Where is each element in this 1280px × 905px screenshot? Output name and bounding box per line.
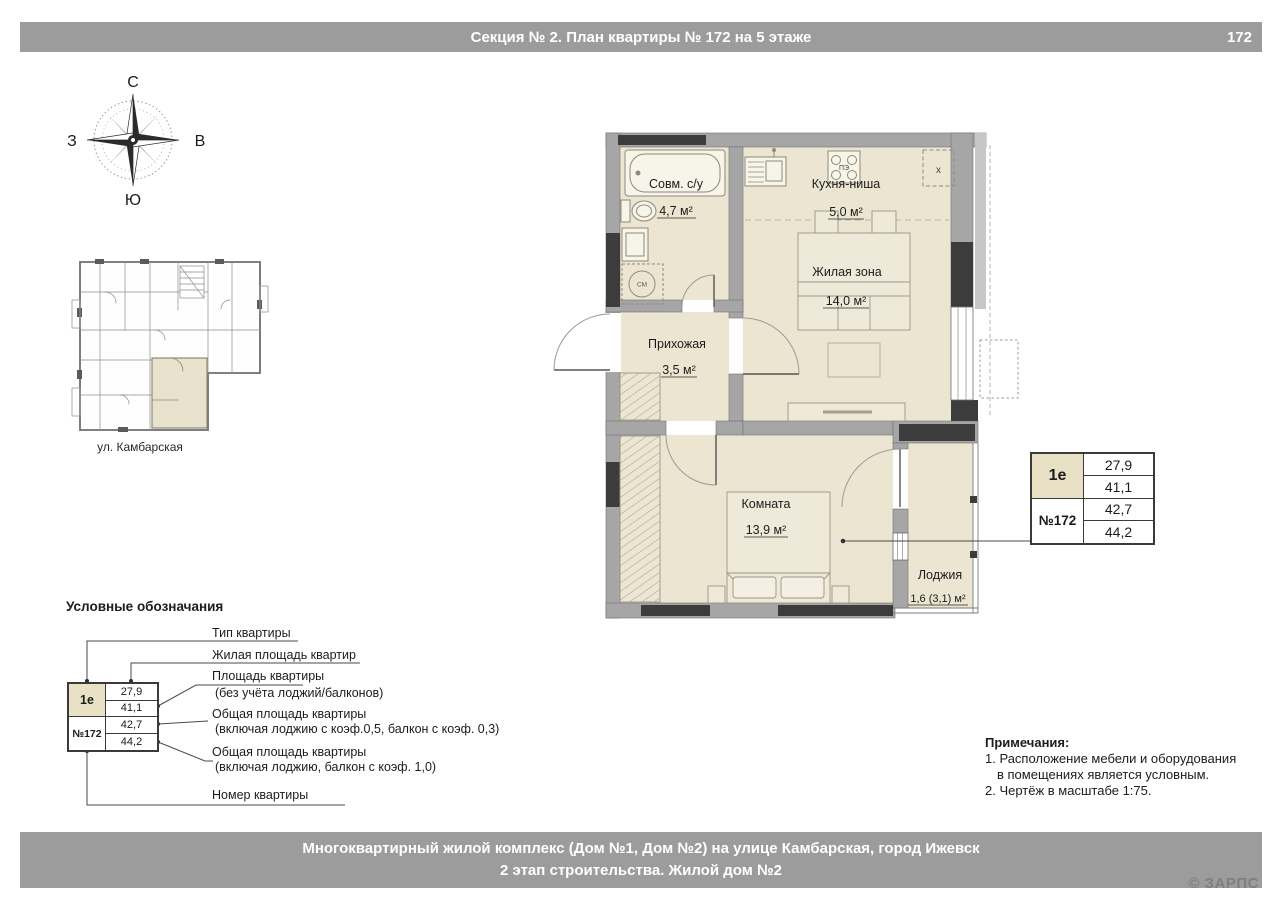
room-label-living: Жилая зона xyxy=(812,265,882,279)
area-without-balcony-cell: 41,1 xyxy=(1084,476,1153,498)
bath-sink-icon xyxy=(622,228,648,261)
room-area-kitchen: 5,0 м² xyxy=(829,205,863,219)
compass-south-label: Ю xyxy=(124,192,142,209)
notes-block xyxy=(985,735,1236,799)
room-label-bathroom: Совм. с/у xyxy=(649,177,703,191)
page-number: 172 xyxy=(1226,28,1252,46)
legend-label-area-sub: (без учёта лоджий/балконов) xyxy=(215,686,384,700)
footer-bar xyxy=(20,832,1262,888)
living-area-cell: 27,9 xyxy=(1084,454,1153,476)
legend-label-total-full-sub: (включая лоджию, балкон с коэф. 1,0) xyxy=(215,760,437,774)
loggia-floor xyxy=(908,443,973,608)
note-line-3: 2. Чертёж в масштабе 1:75. xyxy=(985,783,1152,798)
compass-east-label: В xyxy=(194,133,206,150)
legend-number-cell: №172 xyxy=(69,717,106,750)
floor-plan-drawing xyxy=(554,133,1030,618)
site-plan-highlighted-apartment xyxy=(152,358,207,428)
legend-total-area-full-cell: 44,2 xyxy=(120,735,143,748)
legend-area-without-balcony-cell: 41,1 xyxy=(106,701,157,718)
room-loggia-window xyxy=(893,533,908,560)
compass-west-label: З xyxy=(67,133,77,150)
room-area-room: 13,9 м² xyxy=(745,523,787,537)
legend-label-number: Номер квартиры xyxy=(212,788,309,802)
tv-stand-icon xyxy=(788,403,905,421)
ac-basket-icon xyxy=(980,340,1018,398)
compass-north-label: С xyxy=(127,74,139,91)
apartment-type-cell: 1е xyxy=(1032,454,1084,499)
living-window xyxy=(951,307,973,400)
room-label-hallway: Прихожая xyxy=(648,337,706,351)
leader-dot xyxy=(841,539,846,544)
entrance-door xyxy=(554,314,610,370)
room-area-bathroom: 4,7 м² xyxy=(659,204,693,218)
apartment-info-table xyxy=(1030,452,1155,545)
room-area-loggia: 1,6 (3,1) м² xyxy=(910,593,966,605)
total-area-coeff-cell: 42,7 xyxy=(1084,499,1153,521)
note-line-1: 1. Расположение мебели и оборудования xyxy=(985,751,1237,766)
header-bar xyxy=(20,22,1262,52)
legend-label-total-full: Общая площадь квартиры xyxy=(212,745,367,759)
street-label: ул. Камбарская xyxy=(97,440,183,454)
legend-living-area-cell: 27,9 xyxy=(106,684,157,701)
notes-title: Примечания: xyxy=(985,735,1070,750)
compass-icon xyxy=(67,74,205,209)
washer-label: СМ xyxy=(636,281,648,289)
watermark: © ЗАРПС xyxy=(1188,875,1259,888)
legend-sample-table xyxy=(67,682,159,752)
site-plan-drawing xyxy=(72,259,268,432)
legend-label-living-area: Жилая площадь квартир xyxy=(212,648,356,662)
apartment-number-cell: №172 xyxy=(1032,499,1084,544)
wardrobe-icon xyxy=(620,373,660,602)
legend-title: Условные обозначания xyxy=(66,599,224,614)
site-plan-stairs-icon xyxy=(180,266,204,298)
page-title: Секция № 2. План квартиры № 172 на 5 этаже xyxy=(470,28,812,46)
note-line-2: в помещениях является условным. xyxy=(997,767,1210,782)
footer-line-1: Многоквартирный жилой комплекс (Дом №1, Дом №2) на улице Камбарская, город Ижевск xyxy=(302,840,980,857)
legend-label-total-coeff: Общая площадь квартиры xyxy=(212,707,367,721)
room-area-hallway: 3,5 м² xyxy=(662,363,696,377)
room-label-kitchen: Кухня-ниша xyxy=(811,177,881,191)
room-label-loggia: Лоджия xyxy=(917,568,963,582)
legend-total-area-coeff-cell: 42,7 xyxy=(106,717,157,734)
fridge-label: x xyxy=(936,165,941,176)
total-area-full-cell: 44,2 xyxy=(1104,523,1133,540)
legend-label-area: Площадь квартиры xyxy=(212,669,325,683)
toilet-icon xyxy=(621,200,656,222)
legend-label-type: Тип квартиры xyxy=(212,626,291,640)
room-area-living: 14,0 м² xyxy=(825,294,867,308)
footer-line-2: 2 этап строительства. Жилой дом №2 xyxy=(499,862,783,879)
room-label-room: Комната xyxy=(741,497,791,511)
legend-label-total-coeff-sub: (включая лоджию с коэф.0,5, балкон с коэф. 0,3) xyxy=(215,722,500,736)
stove-label: ПЭ xyxy=(838,165,850,172)
legend-type-cell: 1е xyxy=(69,684,106,717)
